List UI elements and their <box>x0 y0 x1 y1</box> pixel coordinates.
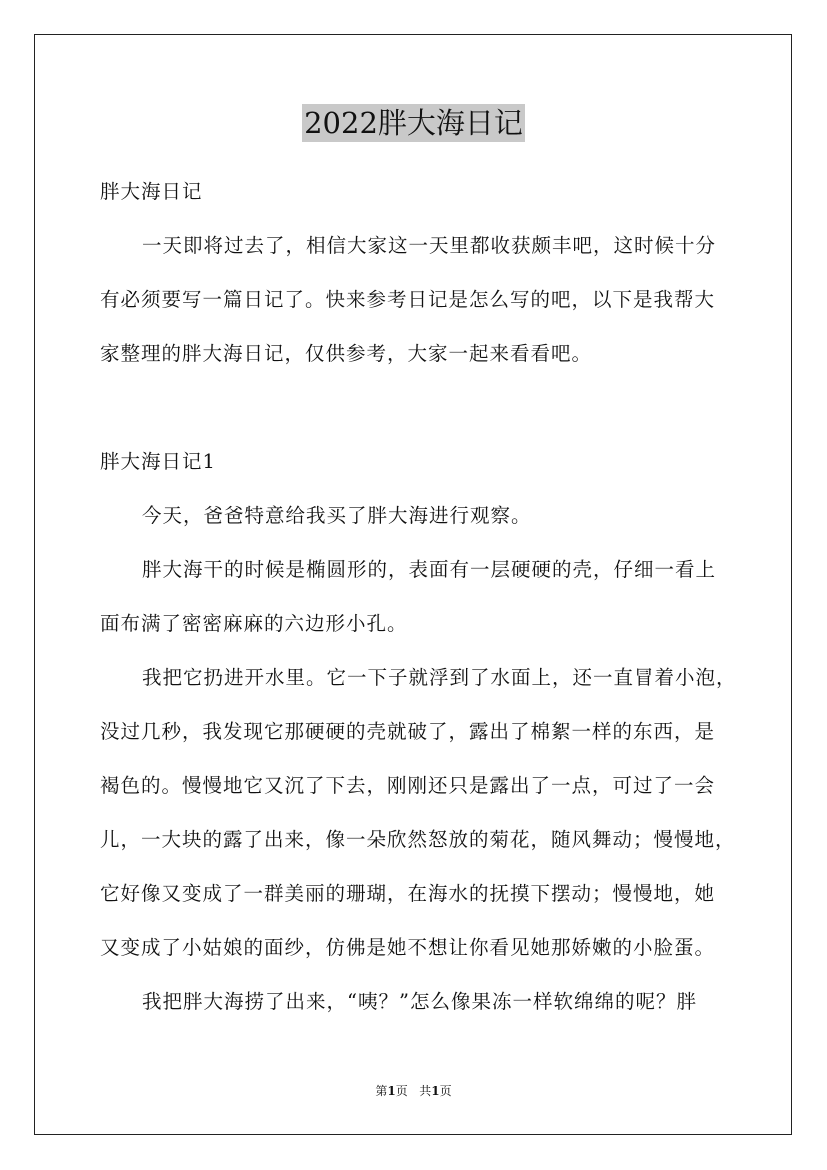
title-area <box>0 104 827 142</box>
intro-line: 家整理的胖大海日记，仅供参考，大家一起来看看吧。 <box>100 342 593 365</box>
paragraph-line: 没过几秒，我发现它那硬硬的壳就破了，露出了棉絮一样的东西，是 <box>100 720 716 743</box>
paragraph-line: 我把胖大海捞了出来，“咦？”怎么像果冻一样软绵绵的呢？胖 <box>142 990 697 1013</box>
paragraph-3 <box>100 660 740 966</box>
intro-paragraph <box>100 228 740 372</box>
paragraph-line: 今天，爸爸特意给我买了胖大海进行观察。 <box>142 504 532 527</box>
intro-line: 一天即将过去了，相信大家这一天里都收获颇丰吧，这时候十分 <box>142 234 717 257</box>
paragraph-line: 它好像又变成了一群美丽的珊瑚，在海水的抚摸下摆动；慢慢地，她 <box>100 882 716 905</box>
paragraph-line: 褐色的。慢慢地它又沉了下去，刚刚还只是露出了一点，可过了一会 <box>100 774 716 797</box>
paragraph-2 <box>100 552 740 642</box>
paragraph-line: 胖大海干的时候是椭圆形的，表面有一层硬硬的壳，仔细一看上 <box>142 558 717 581</box>
document-subtitle: 胖大海日记 <box>100 180 203 203</box>
footer-mid: 页 共 <box>395 1084 432 1098</box>
paragraph-line: 我把它扔进开水里。它一下子就浮到了水面上，还一直冒着小泡， <box>142 666 737 689</box>
intro-line: 有必须要写一篇日记了。快来参考日记是怎么写的吧，以下是我帮大 <box>100 288 716 311</box>
page-current: 1 <box>387 1084 396 1098</box>
footer-suffix: 页 <box>439 1084 452 1098</box>
paragraph-4 <box>100 984 740 1020</box>
paragraph-line: 儿，一大块的露了出来，像一朵欣然怒放的菊花，随风舞动；慢慢地， <box>100 828 736 851</box>
page-footer <box>0 1083 827 1099</box>
footer-prefix: 第 <box>375 1084 388 1098</box>
paragraph-line: 又变成了小姑娘的面纱，仿佛是她不想让你看见她那娇嫩的小脸蛋。 <box>100 936 716 959</box>
paragraph-1 <box>100 498 740 534</box>
document-body <box>100 174 740 1020</box>
document-title: 2022胖大海日记 <box>304 106 523 140</box>
section-heading: 胖大海日记1 <box>100 450 216 473</box>
paragraph-line: 面布满了密密麻麻的六边形小孔。 <box>100 612 408 635</box>
page-total: 1 <box>431 1084 440 1098</box>
